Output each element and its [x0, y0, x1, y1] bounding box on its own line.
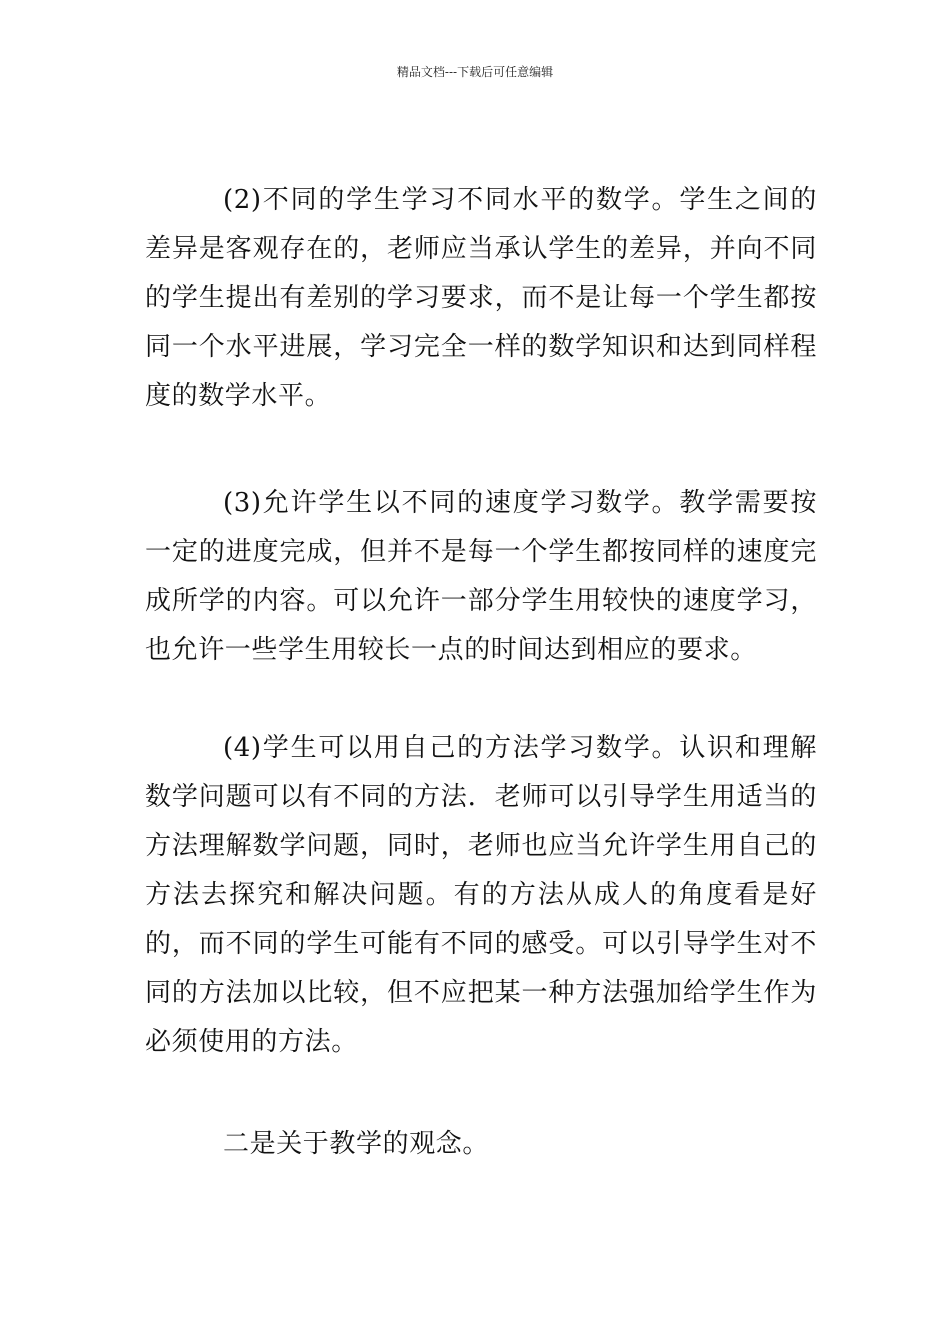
paragraph-4-own-methods: (4)学生可以用自己的方法学习数学。认识和理解数学问题可以有不同的方法．老师可以引导学生用适当的方法理解数学问题，同时，老师也应当允许学生用自己的方法去探究和解决问题。有的方法从成人的角度看是好的，而不同的学生可能有不同的感受。可以引导学生对不同的方法加以比较，但不应把某一种方法强加给学生作为必须使用的方法。 — [145, 733, 817, 1057]
paragraph-teaching-concept: 二是关于教学的观念。 — [223, 1129, 490, 1159]
page-header: 精品文档---下载后可任意编辑 — [396, 65, 554, 79]
paragraph-3-different-speeds: (3)允许学生以不同的速度学习数学。教学需要按一定的进度完成，但并不是每一个学生都按同样的速度完成所学的内容。可以允许一部分学生用较快的速度学习，也允许一些学生用较长一点的时间达到相应的要求。 — [145, 488, 817, 665]
paragraph-2-different-levels: (2)不同的学生学习不同水平的数学。学生之间的差异是客观存在的，老师应当承认学生的差异，并向不同的学生提出有差别的学习要求，而不是让每一个学生都按同一个水平进展，学习完全一样的数学知识和达到同样程度的数学水平。 — [145, 185, 817, 411]
